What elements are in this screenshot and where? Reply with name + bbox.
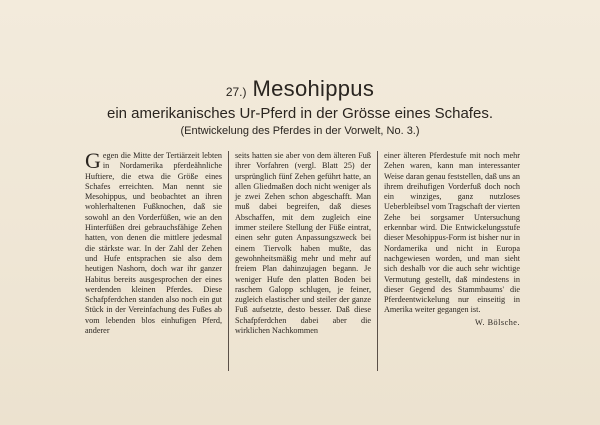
page-title: Mesohippus bbox=[252, 76, 375, 101]
text-columns bbox=[79, 148, 526, 371]
column-2 bbox=[228, 151, 377, 371]
author-signature: W. Bölsche. bbox=[475, 317, 520, 327]
column-3 bbox=[377, 151, 526, 371]
plate-number: 27.) bbox=[225, 85, 247, 99]
column-1-text bbox=[85, 148, 222, 336]
body-text-part-1: egen die Mitte der Tertiärzeit lebten in Nordamerika pferdeähnliche Huftiere, die etwa die Größe eines Schafes erreichten. Man nennt sie Mesohippus, und beobachtet an ihren wohlerhaltenen Fußknochen, daß sie sowohl an den Vorderfüßen, wie an den Hinterfüßen drei gebrauchsfähige Zehen hatten, von denen die mittlere jedesmal die stärkste war. In der Zahl der Zehen und Hufe entsprachen sie also dem heutigen Nashorn, doch war ihr ganzer Habitus bereits ausgesprochen der eines werdenden kleinen Pferdes. Diese Schafpferdchen standen also noch ein gut Stück in der Vereinfachung des Fußes ab vom lebenden blos einhufigen Pferd, anderer bbox=[85, 151, 222, 336]
page-subtitle: ein amerikanisches Ur-Pferd in der Grösse eines Schafes. bbox=[106, 105, 493, 122]
body-text-part-2: seits hatten sie aber von dem älteren Fuß ihrer Vorfahren (vergl. Blatt 25) der ursprünglich fünf Zehen geführt hatte, an allen Gliedmaßen doch nicht weniger als je zwei Zehen schon abgeschafft. Man muß dabei begreifen, daß dieses Abschaffen, mit dem zugleich eine immer steilere Stellung der Füße eintrat, einen sehr guten Anpassungszweck bei einem Tiervolk haben mußte, das gewohnheitsmäßig mehr und mehr auf freiem Plan dahinzujagen begann. Je weniger Hufe den platten Boden bei raschem Galopp schlugen, je feiner, zugleich elastischer und steiler der ganze Fuß aufsetzte, desto besser. Daß diese Schafpferdchen dabei aber die wirklichen Nachkommen bbox=[235, 151, 371, 336]
title-line bbox=[0, 76, 600, 102]
body-text-part-3: einer älteren Pferdestufe mit noch mehr Zehen waren, kann man interessanter Weise daran genau feststellen, daß uns an ihrem dreihufigen Vorderfuß doch noch ein winziges, ganz nutzloses Ueberbleibsel vom Tragschaft der vierten Zehe bei sorgsamer Untersuchung erkennbar wird. Die Entwickelungsstufe dieser Mesohippus-Form ist bisher nur in Nordamerika und nicht in Europa nachgewiesen worden, und man sieht sich deshalb vor die auch sehr wichtige Vermutung gestellt, daß mindestens in dieser Gegend des Stammbaums' die Pferdeentwickelung nur einseitig in Amerika weiter gegangen ist. bbox=[384, 151, 520, 315]
header bbox=[0, 76, 600, 137]
series-note: (Entwickelung des Pferdes in der Vorwelt, No. 3.) bbox=[180, 125, 420, 137]
column-1 bbox=[79, 148, 228, 371]
drop-cap: G bbox=[85, 148, 101, 173]
